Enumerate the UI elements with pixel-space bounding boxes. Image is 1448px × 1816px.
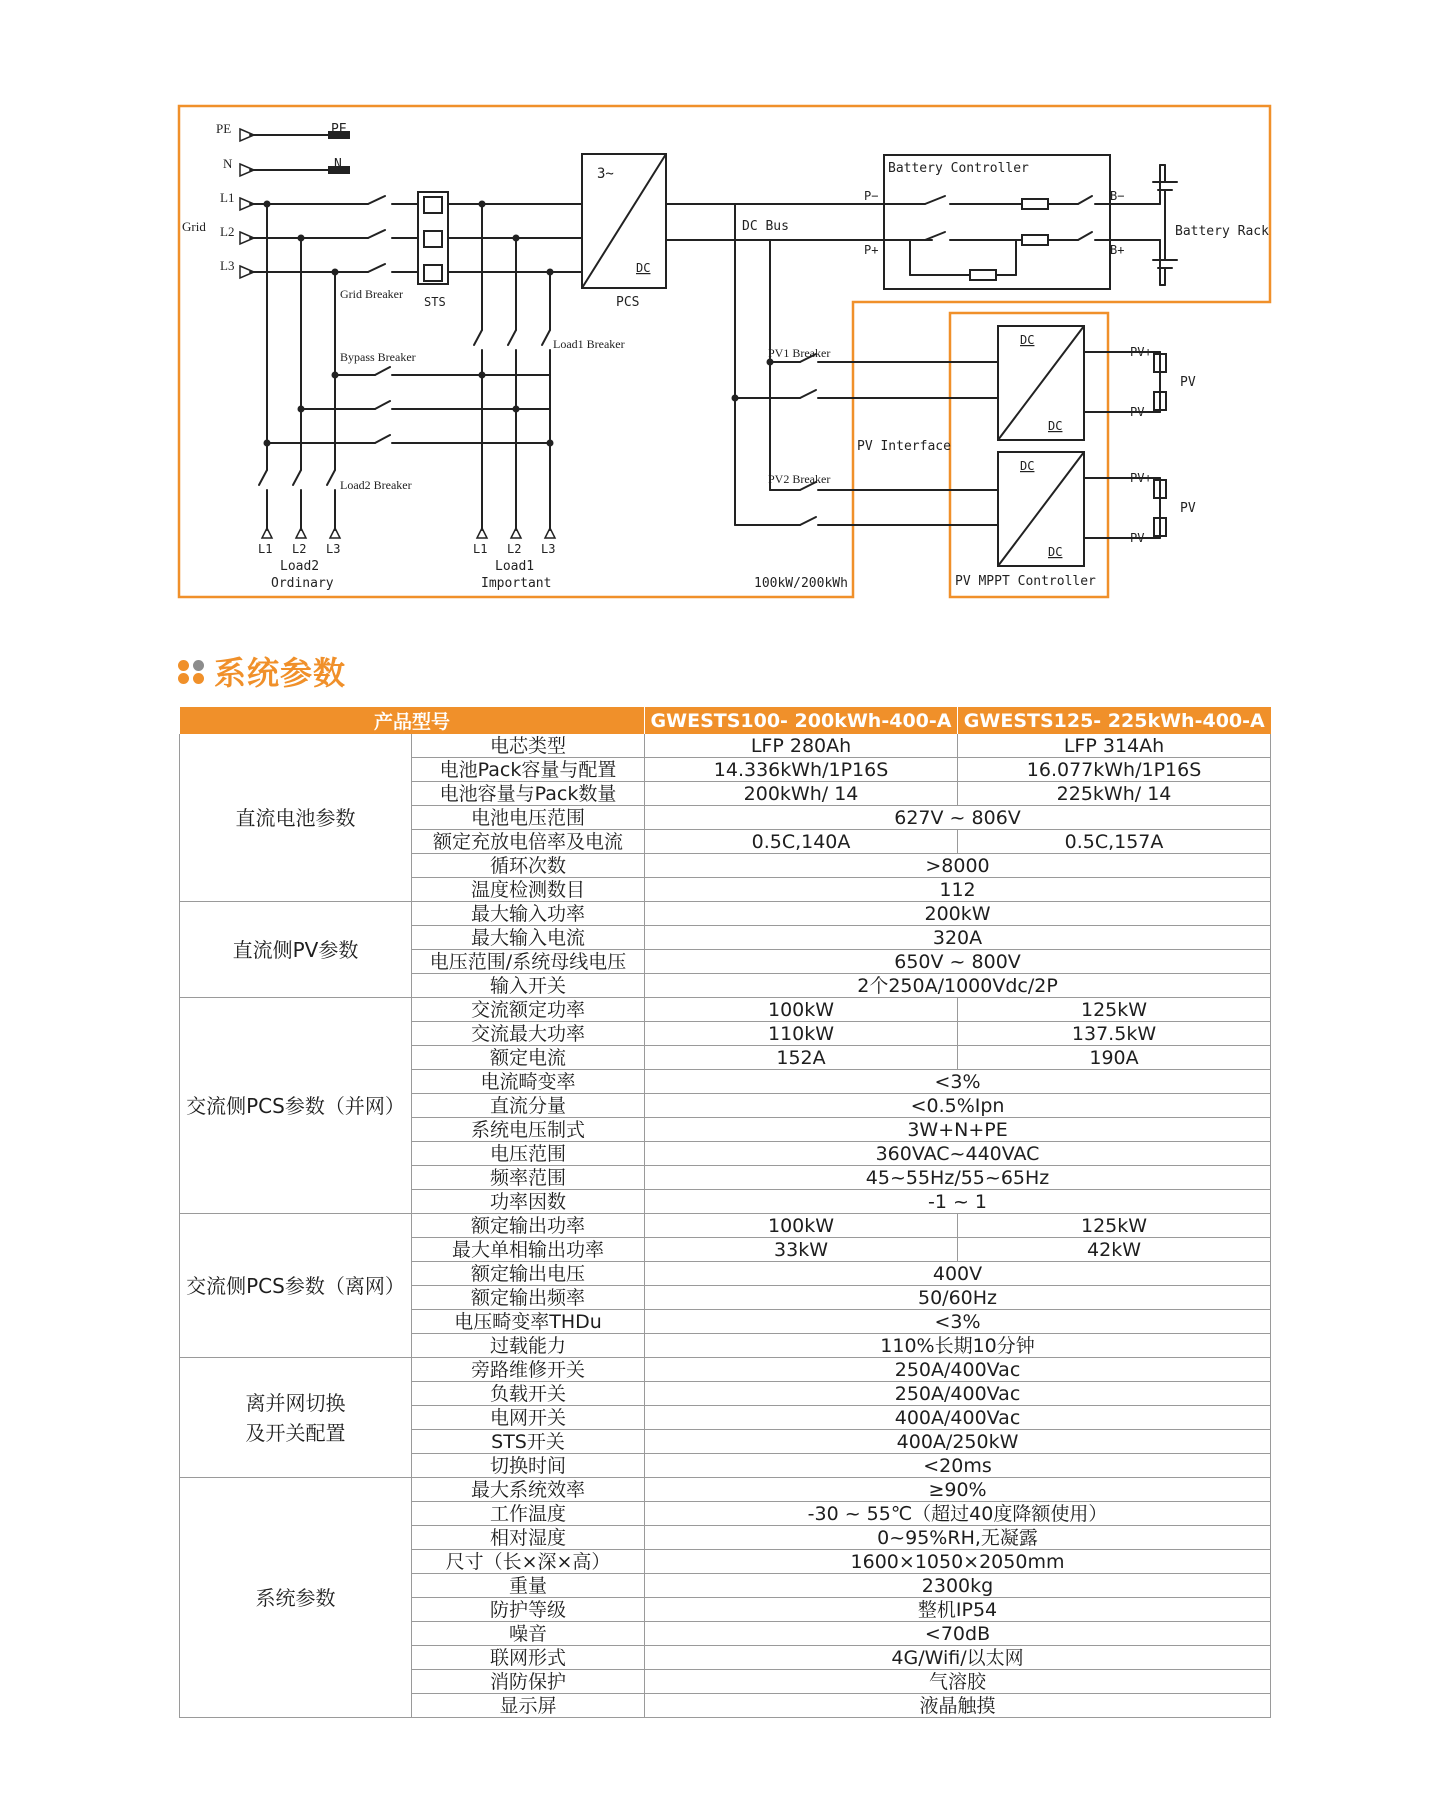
- param-name: 电池Pack容量与配置: [412, 758, 645, 782]
- group-label: 系统参数: [180, 1478, 412, 1718]
- p-minus-label: P−: [864, 189, 879, 203]
- group-label: 直流侧PV参数: [180, 902, 412, 998]
- param-value-shared: 250A/400Vac: [645, 1382, 1271, 1406]
- param-value-shared: 液晶触摸: [645, 1694, 1271, 1718]
- param-name: 电流畸变率: [412, 1070, 645, 1094]
- mppt1-dc-top: DC: [1020, 333, 1035, 347]
- param-value-model-b: LFP 314Ah: [958, 734, 1271, 758]
- param-name: 最大输入功率: [412, 902, 645, 926]
- b-minus-label: B−: [1110, 189, 1125, 203]
- table-row: [180, 1214, 1271, 1238]
- pcs-ac-label: 3~: [597, 166, 614, 182]
- grid-breaker-label: Grid Breaker: [340, 287, 403, 301]
- param-value-shared: 320A: [645, 926, 1271, 950]
- param-value-shared: <3%: [645, 1070, 1271, 1094]
- param-name: 直流分量: [412, 1094, 645, 1118]
- param-name: 电压畸变率THDu: [412, 1310, 645, 1334]
- param-value-model-b: 125kW: [958, 998, 1271, 1022]
- battery-rack-label: Battery Rack: [1175, 224, 1269, 239]
- param-name: STS开关: [412, 1430, 645, 1454]
- param-name: 消防保护: [412, 1670, 645, 1694]
- load1-type: Important: [481, 576, 552, 591]
- spec-table: [179, 707, 1271, 1718]
- param-value-model-b: 125kW: [958, 1214, 1271, 1238]
- param-value-model-b: 42kW: [958, 1238, 1271, 1262]
- header-model-a: GWESTS100- 200kWh-400-A: [645, 707, 958, 734]
- param-value-shared: <20ms: [645, 1454, 1271, 1478]
- load2-type: Ordinary: [271, 576, 334, 591]
- param-value-shared: 400V: [645, 1262, 1271, 1286]
- param-value-shared: -30 ~ 55℃（超过40度降额使用）: [645, 1502, 1271, 1526]
- param-name: 电芯类型: [412, 734, 645, 758]
- param-name: 额定充放电倍率及电流: [412, 830, 645, 854]
- table-row: [180, 902, 1271, 926]
- param-value-shared: 1600×1050×2050mm: [645, 1550, 1271, 1574]
- grid-l1-label: L1: [220, 190, 235, 205]
- param-name: 额定输出频率: [412, 1286, 645, 1310]
- param-name: 温度检测数目: [412, 878, 645, 902]
- param-name: 电池容量与Pack数量: [412, 782, 645, 806]
- param-name: 防护等级: [412, 1598, 645, 1622]
- load2-l1-label: L1: [258, 542, 273, 556]
- param-value-shared: 0~95%RH,无凝露: [645, 1526, 1271, 1550]
- param-name: 旁路维修开关: [412, 1358, 645, 1382]
- param-name: 额定电流: [412, 1046, 645, 1070]
- grid-l3-label: L3: [220, 258, 235, 273]
- mppt2-dc-top: DC: [1020, 459, 1035, 473]
- param-value-shared: 110%长期10分钟: [645, 1334, 1271, 1358]
- param-name: 额定输出功率: [412, 1214, 645, 1238]
- table-row: [180, 734, 1271, 758]
- bypass-breaker-label: Bypass Breaker: [340, 350, 416, 364]
- param-name: 联网形式: [412, 1646, 645, 1670]
- param-value-shared: 250A/400Vac: [645, 1358, 1271, 1382]
- param-value-shared: 45~55Hz/55~65Hz: [645, 1166, 1271, 1190]
- grid-l2-label: L2: [220, 224, 235, 239]
- param-value-model-a: 152A: [645, 1046, 958, 1070]
- param-name: 过载能力: [412, 1334, 645, 1358]
- param-value-model-a: 100kW: [645, 998, 958, 1022]
- p-plus-label: P+: [864, 243, 879, 257]
- pv1-minus-label: PV−: [1130, 405, 1152, 419]
- section-title: 系统参数: [214, 654, 347, 692]
- load1-l2-label: L2: [507, 542, 522, 556]
- param-value-model-a: 100kW: [645, 1214, 958, 1238]
- param-value-shared: 627V ~ 806V: [645, 806, 1271, 830]
- pcs-label: PCS: [616, 295, 640, 310]
- mppt2-dc-bottom: DC: [1048, 545, 1063, 559]
- param-value-shared: 400A/400Vac: [645, 1406, 1271, 1430]
- param-name: 系统电压制式: [412, 1118, 645, 1142]
- pv2-plus-label: PV+: [1130, 471, 1152, 485]
- param-name: 显示屏: [412, 1694, 645, 1718]
- group-label: 交流侧PCS参数（离网）: [180, 1214, 412, 1358]
- param-name: 最大单相输出功率: [412, 1238, 645, 1262]
- sts-label: STS: [424, 295, 446, 309]
- param-value-model-b: 16.077kWh/1P16S: [958, 758, 1271, 782]
- system-single-line-diagram: [0, 0, 1448, 620]
- load2-l2-label: L2: [292, 542, 307, 556]
- param-name: 电网开关: [412, 1406, 645, 1430]
- param-value-shared: -1 ~ 1: [645, 1190, 1271, 1214]
- load2-breaker-label: Load2 Breaker: [340, 478, 412, 492]
- param-name: 尺寸（长×深×高）: [412, 1550, 645, 1574]
- grid-pe-label: PE: [216, 121, 232, 136]
- param-name: 重量: [412, 1574, 645, 1598]
- param-value-model-a: 110kW: [645, 1022, 958, 1046]
- load2-name: Load2: [280, 559, 320, 574]
- param-value-shared: 50/60Hz: [645, 1286, 1271, 1310]
- param-value-model-a: 14.336kWh/1P16S: [645, 758, 958, 782]
- param-name: 最大系统效率: [412, 1478, 645, 1502]
- pe-bus-label: PE: [331, 122, 347, 137]
- param-value-shared: 200kW: [645, 902, 1271, 926]
- mppt1-dc-bottom: DC: [1048, 419, 1063, 433]
- param-name: 输入开关: [412, 974, 645, 998]
- param-name: 功率因数: [412, 1190, 645, 1214]
- param-name: 额定输出电压: [412, 1262, 645, 1286]
- load2-l3-label: L3: [326, 542, 341, 556]
- param-value-model-b: 0.5C,157A: [958, 830, 1271, 854]
- param-name: 交流额定功率: [412, 998, 645, 1022]
- rating-label: 100kW/200kWh: [754, 576, 848, 591]
- spec-table-header: [180, 707, 1271, 734]
- param-value-shared: 112: [645, 878, 1271, 902]
- param-value-shared: 650V ~ 800V: [645, 950, 1271, 974]
- battery-controller-title: Battery Controller: [888, 161, 1029, 176]
- pv2-label: PV: [1180, 501, 1196, 516]
- param-value-shared: <70dB: [645, 1622, 1271, 1646]
- param-value-shared: >8000: [645, 854, 1271, 878]
- dc-bus-label: DC Bus: [742, 219, 789, 234]
- param-value-model-a: 33kW: [645, 1238, 958, 1262]
- param-value-shared: 3W+N+PE: [645, 1118, 1271, 1142]
- param-name: 噪音: [412, 1622, 645, 1646]
- header-product-model: 产品型号: [180, 707, 645, 734]
- param-name: 工作温度: [412, 1502, 645, 1526]
- param-name: 交流最大功率: [412, 1022, 645, 1046]
- grid-label: Grid: [182, 219, 206, 234]
- load1-l1-label: L1: [473, 542, 488, 556]
- pv-mppt-title: PV MPPT Controller: [955, 574, 1096, 589]
- param-value-shared: 2个250A/1000Vdc/2P: [645, 974, 1271, 998]
- param-name: 电压范围: [412, 1142, 645, 1166]
- pv2-breaker-label: PV2 Breaker: [768, 472, 831, 486]
- pcs-dc-label: DC: [636, 261, 651, 275]
- param-value-shared: <3%: [645, 1310, 1271, 1334]
- pv1-label: PV: [1180, 375, 1196, 390]
- param-name: 频率范围: [412, 1166, 645, 1190]
- param-name: 电压范围/系统母线电压: [412, 950, 645, 974]
- load1-breaker-label: Load1 Breaker: [553, 337, 625, 351]
- load1-l3-label: L3: [541, 542, 556, 556]
- param-name: 相对湿度: [412, 1526, 645, 1550]
- param-value-shared: 2300kg: [645, 1574, 1271, 1598]
- group-label: 交流侧PCS参数（并网）: [180, 998, 412, 1214]
- b-plus-label: B+: [1110, 243, 1125, 257]
- param-value-shared: 整机IP54: [645, 1598, 1271, 1622]
- pv1-plus-label: PV+: [1130, 345, 1152, 359]
- param-name: 电池电压范围: [412, 806, 645, 830]
- param-value-shared: 400A/250kW: [645, 1430, 1271, 1454]
- param-value-model-b: 190A: [958, 1046, 1271, 1070]
- group-label: 直流电池参数: [180, 734, 412, 902]
- param-value-model-a: 0.5C,140A: [645, 830, 958, 854]
- header-model-b: GWESTS125- 225kWh-400-A: [958, 707, 1271, 734]
- param-name: 循环次数: [412, 854, 645, 878]
- pv2-minus-label: PV−: [1130, 531, 1152, 545]
- param-value-shared: 360VAC~440VAC: [645, 1142, 1271, 1166]
- table-row: [180, 1478, 1271, 1502]
- param-name: 切换时间: [412, 1454, 645, 1478]
- param-value-model-a: 200kWh/ 14: [645, 782, 958, 806]
- param-value-shared: 气溶胶: [645, 1670, 1271, 1694]
- section-header: [178, 648, 346, 694]
- param-value-shared: 4G/Wifi/以太网: [645, 1646, 1271, 1670]
- load1-name: Load1: [495, 559, 535, 574]
- param-name: 最大输入电流: [412, 926, 645, 950]
- table-row: [180, 998, 1271, 1022]
- param-value-model-b: 137.5kW: [958, 1022, 1271, 1046]
- param-value-model-a: LFP 280Ah: [645, 734, 958, 758]
- n-bus-label: N: [334, 157, 342, 172]
- bullet-dots-icon: [178, 656, 206, 686]
- grid-n-label: N: [223, 156, 233, 171]
- table-row: [180, 1358, 1271, 1382]
- pv-interface-label: PV Interface: [857, 439, 951, 454]
- pv1-breaker-label: PV1 Breaker: [768, 346, 831, 360]
- param-value-shared: <0.5%Ipn: [645, 1094, 1271, 1118]
- param-name: 负载开关: [412, 1382, 645, 1406]
- param-value-shared: ≥90%: [645, 1478, 1271, 1502]
- param-value-model-b: 225kWh/ 14: [958, 782, 1271, 806]
- group-label: 离并网切换及开关配置: [180, 1358, 412, 1478]
